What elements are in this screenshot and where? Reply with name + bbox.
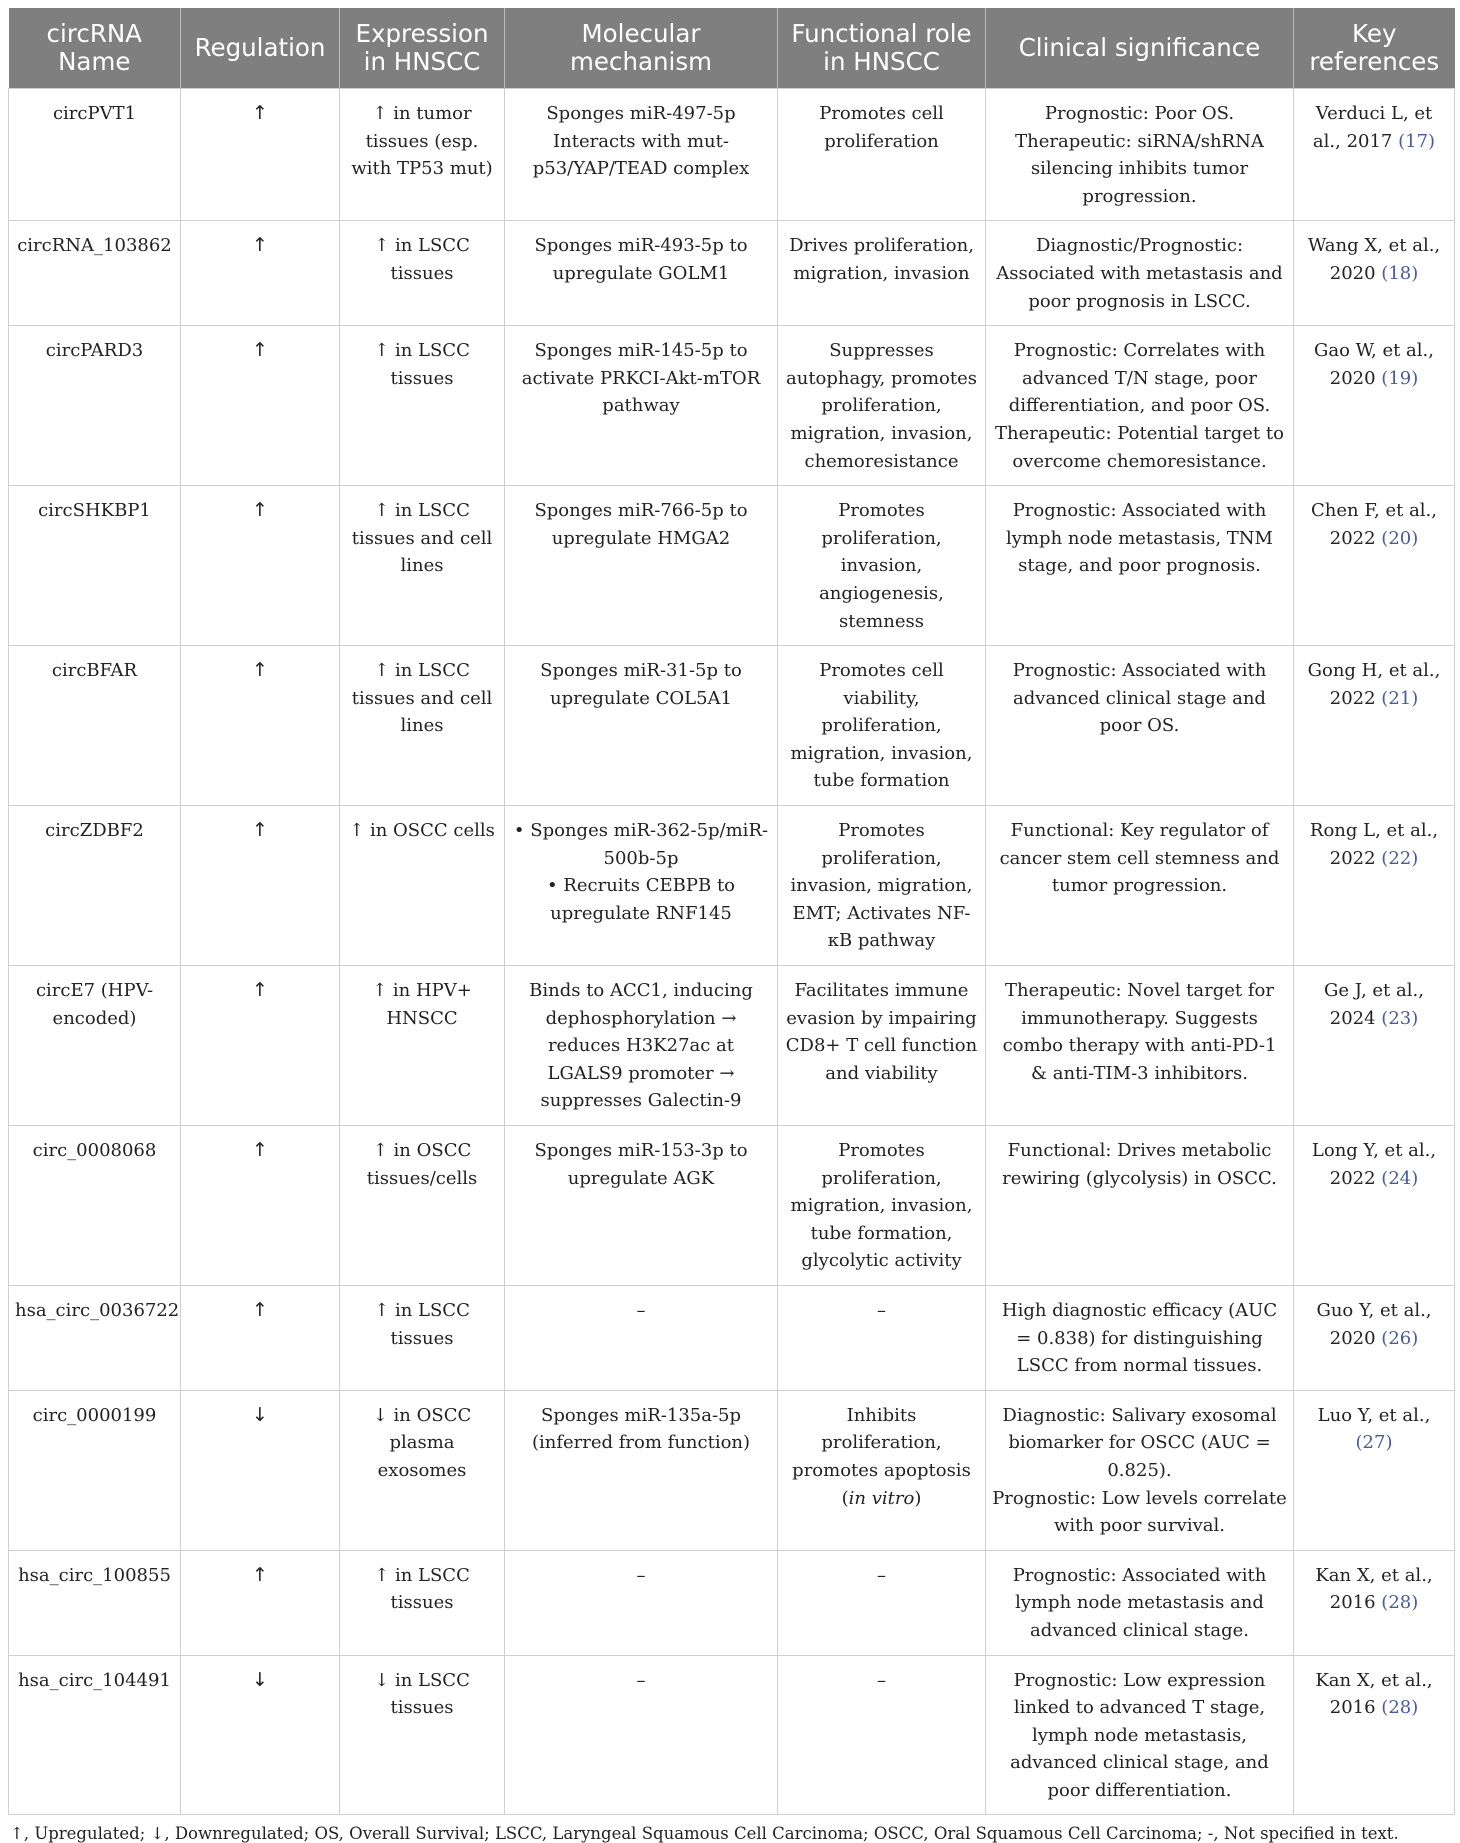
table-row <box>9 221 1455 326</box>
functional-role-text: Suppresses autophagy, promotes proliferation, migration, invasion, chemoresistance <box>786 340 977 472</box>
table-row <box>9 1126 1455 1286</box>
functional-role-cell: Inhibits proliferation, promotes apoptosis (in vitro) <box>778 1390 986 1550</box>
header-clinical-significance: Clinical significance <box>986 8 1294 89</box>
circrna-name-cell <box>9 1550 181 1655</box>
circrna-name-cell <box>9 646 181 806</box>
mechanism-cell <box>505 1655 778 1815</box>
header-key-references: Key references <box>1294 8 1455 89</box>
mechanism-cell <box>505 1390 778 1550</box>
functional-role-cell <box>778 646 986 806</box>
functional-role-text: Promotes proliferation, migration, invasion, tube formation, glycolytic activity <box>790 1140 973 1272</box>
reference-citation-link[interactable]: (23) <box>1381 1007 1419 1029</box>
expression-cell <box>340 486 505 646</box>
reference-citation-link[interactable]: (27) <box>1355 1432 1393 1454</box>
expression-cell <box>340 1390 505 1550</box>
regulation-cell <box>181 966 340 1126</box>
circrna-name-cell <box>9 1390 181 1550</box>
regulation-arrow: ↑ <box>252 819 268 842</box>
reference-citation-link[interactable]: (17) <box>1398 130 1436 152</box>
clinical-significance-cell <box>986 221 1294 326</box>
circrna-name-cell <box>9 966 181 1126</box>
circrna-name: hsa_circ_100855 <box>18 1564 171 1586</box>
table-body <box>9 89 1455 1815</box>
expression-text: ↑ in HPV+ HNSCC <box>372 980 472 1029</box>
clinical-line: High diagnostic efficacy (AUC = 0.838) for distinguishing LSCC from normal tissues. <box>1001 1299 1278 1377</box>
regulation-arrow: ↑ <box>252 102 268 124</box>
table-row <box>9 806 1455 966</box>
clinical-line: Prognostic: Low levels correlate with poor survival. <box>992 1487 1287 1537</box>
reference-cell <box>1294 486 1455 646</box>
reference-citation-link[interactable]: (20) <box>1381 527 1419 549</box>
expression-text: ↑ in LSCC tissues <box>374 1564 470 1614</box>
regulation-cell <box>181 1655 340 1815</box>
table-container <box>8 8 1454 1843</box>
expression-text: ↑ in LSCC tissues and cell lines <box>351 660 493 737</box>
reference-text: Luo Y, et al., <box>1317 1404 1431 1426</box>
clinical-line: Prognostic: Correlates with advanced T/N stage, poor differentiation, and poor OS. <box>1008 340 1271 417</box>
functional-role-text: – <box>877 1564 886 1586</box>
mechanism-line: Sponges miR-31-5p to upregulate COL5A1 <box>540 660 742 709</box>
clinical-line: Prognostic: Associated with lymph node metastasis, TNM stage, and poor prognosis. <box>1006 500 1273 577</box>
reference-citation-link[interactable]: (19) <box>1381 367 1419 389</box>
reference-citation-link[interactable]: (22) <box>1381 847 1419 869</box>
functional-role-cell <box>778 221 986 326</box>
functional-role-text: Inhibits proliferation, promotes apoptosis <box>792 1404 971 1481</box>
mechanism-line: • Sponges miR-362-5p/miR-500b-5p <box>513 820 769 869</box>
reference-citation-link[interactable]: (26) <box>1381 1327 1419 1349</box>
clinical-significance-cell <box>986 1285 1294 1390</box>
functional-role-qualifier: in vitro <box>848 1487 915 1509</box>
regulation-arrow: ↑ <box>252 1563 268 1586</box>
reference-cell <box>1294 326 1455 486</box>
mechanism-cell <box>505 221 778 326</box>
expression-text: ↑ in OSCC tissues/cells <box>366 1140 478 1189</box>
functional-role-cell <box>778 966 986 1126</box>
mechanism-line: – <box>636 1299 646 1321</box>
header-expression: Expression in HNSCC <box>340 8 505 89</box>
mechanism-line: Sponges miR-135a-5p (inferred from function) <box>531 1404 751 1454</box>
clinical-line: Prognostic: Associated with lymph node metastasis and advanced clinical stage. <box>1012 1564 1267 1641</box>
reference-cell <box>1294 221 1455 326</box>
clinical-line: Therapeutic: Potential target to overcome chemoresistance. <box>995 422 1284 472</box>
reference-citation-link[interactable]: (28) <box>1381 1697 1419 1719</box>
clinical-significance-cell <box>986 966 1294 1126</box>
functional-role-cell <box>778 486 986 646</box>
reference-cell <box>1294 1550 1455 1655</box>
circrna-name: circSHKBP1 <box>38 500 151 522</box>
reference-text: Guo Y, et al., 2020 <box>1316 1299 1432 1349</box>
mechanism-line: Interacts with mut-p53/YAP/TEAD complex <box>532 130 750 180</box>
functional-role-text: Facilitates immune evasion by impairing CD8+ T cell function and viability <box>785 980 978 1084</box>
expression-cell <box>340 806 505 966</box>
table-row <box>9 89 1455 221</box>
reference-cell <box>1294 646 1455 806</box>
circrna-name: hsa_circ_104491 <box>18 1669 171 1691</box>
mechanism-cell <box>505 1126 778 1286</box>
reference-text: Chen F, et al., 2022 <box>1311 500 1437 549</box>
reference-text: Rong L, et al., 2022 <box>1309 820 1439 869</box>
mechanism-line: Sponges miR-493-5p to upregulate GOLM1 <box>534 235 748 284</box>
circrna-name-cell <box>9 486 181 646</box>
regulation-cell <box>181 221 340 326</box>
regulation-arrow: ↑ <box>252 234 268 257</box>
reference-citation-link[interactable]: (21) <box>1381 687 1419 709</box>
clinical-line: Functional: Key regulator of cancer stem cell stemness and tumor progression. <box>999 820 1280 897</box>
clinical-line: Prognostic: Poor OS. <box>1044 103 1235 124</box>
reference-text: Wang X, et al., 2020 <box>1307 235 1441 284</box>
expression-text: ↓ in LSCC tissues <box>374 1669 470 1719</box>
circrna-name-cell <box>9 1126 181 1286</box>
clinical-line: Prognostic: Associated with advanced clinical stage and poor OS. <box>1012 660 1267 737</box>
circrna-name-cell <box>9 326 181 486</box>
clinical-significance-cell <box>986 326 1294 486</box>
regulation-cell <box>181 806 340 966</box>
functional-role-cell <box>778 806 986 966</box>
reference-cell <box>1294 966 1455 1126</box>
expression-cell <box>340 1285 505 1390</box>
circrna-name: circPARD3 <box>45 340 144 362</box>
regulation-arrow: ↑ <box>252 339 268 362</box>
clinical-line: Diagnostic: Salivary exosomal biomarker for OSCC (AUC = 0.825). <box>1002 1404 1277 1481</box>
circrna-name: circRNA_103862 <box>17 235 172 257</box>
regulation-arrow: ↑ <box>252 979 268 1002</box>
functional-role-text: Promotes cell proliferation <box>819 103 944 152</box>
expression-cell <box>340 646 505 806</box>
header-functional-role: Functional role in HNSCC <box>778 8 986 89</box>
functional-role-cell <box>778 1655 986 1815</box>
functional-role-cell <box>778 326 986 486</box>
circrna-name-cell <box>9 806 181 966</box>
mechanism-cell <box>505 486 778 646</box>
mechanism-line: – <box>636 1669 646 1691</box>
mechanism-cell <box>505 646 778 806</box>
clinical-line: Functional: Drives metabolic rewiring (glycolysis) in OSCC. <box>1002 1140 1277 1189</box>
circrna-name: hsa_circ_0036722 <box>15 1299 180 1321</box>
circrna-name: circ_0008068 <box>32 1140 157 1161</box>
regulation-cell <box>181 1390 340 1550</box>
regulation-cell <box>181 1550 340 1655</box>
regulation-arrow: ↑ <box>252 1139 268 1161</box>
functional-role-cell <box>778 1285 986 1390</box>
table-row <box>9 486 1455 646</box>
reference-cell <box>1294 1126 1455 1286</box>
mechanism-cell <box>505 89 778 221</box>
table-row <box>9 1285 1455 1390</box>
mechanism-line: Binds to ACC1, inducing dephosphorylation → reduces H3K27ac at LGALS9 promoter → suppresses Galectin-9 <box>529 980 753 1112</box>
mechanism-cell <box>505 966 778 1126</box>
functional-role-cell <box>778 89 986 221</box>
expression-cell <box>340 966 505 1126</box>
circrna-name: circZDBF2 <box>45 820 144 842</box>
expression-text: ↑ in LSCC tissues <box>374 340 470 389</box>
table-row <box>9 326 1455 486</box>
table-row <box>9 1390 1455 1550</box>
clinical-significance-cell <box>986 646 1294 806</box>
functional-role-cell <box>778 1126 986 1286</box>
table-row <box>9 966 1455 1126</box>
expression-text: ↓ in OSCC plasma exosomes <box>372 1404 472 1481</box>
functional-role-text: – <box>877 1299 886 1321</box>
clinical-significance-cell <box>986 1655 1294 1815</box>
functional-role-text: Promotes cell viability, proliferation, migration, invasion, tube formation <box>790 660 973 792</box>
reference-cell <box>1294 806 1455 966</box>
header-circrna-name: circRNA Name <box>9 8 181 89</box>
reference-text: Gao W, et al., 2020 <box>1313 340 1434 389</box>
clinical-line: Diagnostic/Prognostic: Associated with metastasis and poor prognosis in LSCC. <box>996 235 1283 312</box>
regulation-cell <box>181 1126 340 1286</box>
functional-role-cell <box>778 1550 986 1655</box>
reference-cell <box>1294 1390 1455 1550</box>
regulation-cell <box>181 646 340 806</box>
circrna-name: circ_0000199 <box>32 1404 157 1426</box>
clinical-significance-cell <box>986 1550 1294 1655</box>
clinical-line: Prognostic: Low expression linked to advanced T stage, lymph node metastasis, advanced clinical stage, and poor differentiation. <box>1010 1669 1269 1801</box>
clinical-line: Therapeutic: siRNA/shRNA silencing inhibits tumor progression. <box>1015 130 1264 207</box>
functional-role-text: Promotes proliferation, invasion, angiogenesis, stemness <box>819 500 944 632</box>
circrna-name-cell <box>9 1285 181 1390</box>
reference-citation-link[interactable]: (18) <box>1381 262 1419 284</box>
table-footnote: ↑, Upregulated; ↓, Downregulated; OS, Overall Survival; LSCC, Laryngeal Squamous Cell Carcinoma; OSCC, Oral Squamous Cell Carcinoma; -, Not specified in text. <box>10 1824 1399 1843</box>
table-row <box>9 646 1455 806</box>
circrna-table <box>8 8 1455 1815</box>
clinical-significance-cell <box>986 1390 1294 1550</box>
mechanism-line: Sponges miR-766-5p to upregulate HMGA2 <box>534 500 748 549</box>
regulation-arrow: ↑ <box>252 1298 268 1321</box>
clinical-significance-cell <box>986 1126 1294 1286</box>
mechanism-line: Sponges miR-153-3p to upregulate AGK <box>534 1140 748 1189</box>
expression-cell <box>340 221 505 326</box>
mechanism-line: • Recruits CEBPB to upregulate RNF145 <box>546 875 736 924</box>
circrna-name: circPVT1 <box>52 103 137 124</box>
mechanism-line: Sponges miR-497-5p <box>546 103 736 124</box>
clinical-line: Therapeutic: Novel target for immunotherapy. Suggests combo therapy with anti-PD-1 & anti-TIM-3 inhibitors. <box>1002 980 1277 1084</box>
expression-text: ↑ in LSCC tissues <box>374 1299 470 1349</box>
functional-role-text: Drives proliferation, migration, invasion <box>789 235 974 284</box>
reference-text: Kan X, et al., 2016 <box>1315 1669 1433 1719</box>
reference-citation-link[interactable]: (28) <box>1381 1592 1419 1614</box>
expression-cell <box>340 89 505 221</box>
reference-text: Ge J, et al., 2024 <box>1324 980 1424 1029</box>
functional-role-text: Promotes proliferation, invasion, migration, EMT; Activates NF-κB pathway <box>790 820 973 952</box>
circrna-name: circE7 (HPV-encoded) <box>35 980 154 1029</box>
reference-text: Gong H, et al., 2022 <box>1307 660 1441 709</box>
functional-role-text: – <box>877 1669 886 1691</box>
reference-text: Kan X, et al., 2016 <box>1315 1564 1433 1614</box>
regulation-arrow: ↓ <box>252 1403 268 1426</box>
clinical-significance-cell <box>986 89 1294 221</box>
reference-cell <box>1294 89 1455 221</box>
reference-cell <box>1294 1655 1455 1815</box>
regulation-arrow: ↓ <box>252 1668 268 1691</box>
header-regulation: Regulation <box>181 8 340 89</box>
mechanism-line: Sponges miR-145-5p to activate PRKCI-Akt-mTOR pathway <box>521 340 761 417</box>
mechanism-line: – <box>636 1564 646 1586</box>
mechanism-cell <box>505 806 778 966</box>
regulation-cell <box>181 486 340 646</box>
expression-cell <box>340 1550 505 1655</box>
reference-text: Verduci L, et al., 2017 <box>1312 103 1433 152</box>
regulation-arrow: ↑ <box>252 499 268 522</box>
expression-text: ↑ in LSCC tissues and cell lines <box>351 500 493 577</box>
header-row <box>9 8 1455 89</box>
expression-text: ↑ in LSCC tissues <box>374 235 470 284</box>
circrna-name-cell <box>9 89 181 221</box>
expression-text: ↑ in tumor tissues (esp. with TP53 mut) <box>351 103 493 180</box>
expression-cell <box>340 1126 505 1286</box>
clinical-significance-cell <box>986 806 1294 966</box>
circrna-name-cell <box>9 221 181 326</box>
regulation-cell <box>181 1285 340 1390</box>
mechanism-cell <box>505 326 778 486</box>
regulation-arrow: ↑ <box>252 659 268 682</box>
circrna-name-cell <box>9 1655 181 1815</box>
table-row <box>9 1655 1455 1815</box>
expression-cell <box>340 326 505 486</box>
mechanism-cell <box>505 1285 778 1390</box>
reference-text: Long Y, et al., 2022 <box>1311 1140 1437 1189</box>
header-mechanism: Molecular mechanism <box>505 8 778 89</box>
mechanism-cell <box>505 1550 778 1655</box>
regulation-cell <box>181 89 340 221</box>
reference-citation-link[interactable]: (24) <box>1381 1167 1419 1189</box>
circrna-name: circBFAR <box>51 660 138 682</box>
reference-cell <box>1294 1285 1455 1390</box>
table-row <box>9 1550 1455 1655</box>
clinical-significance-cell <box>986 486 1294 646</box>
expression-cell <box>340 1655 505 1815</box>
expression-text: ↑ in OSCC cells <box>349 820 495 842</box>
regulation-cell <box>181 326 340 486</box>
